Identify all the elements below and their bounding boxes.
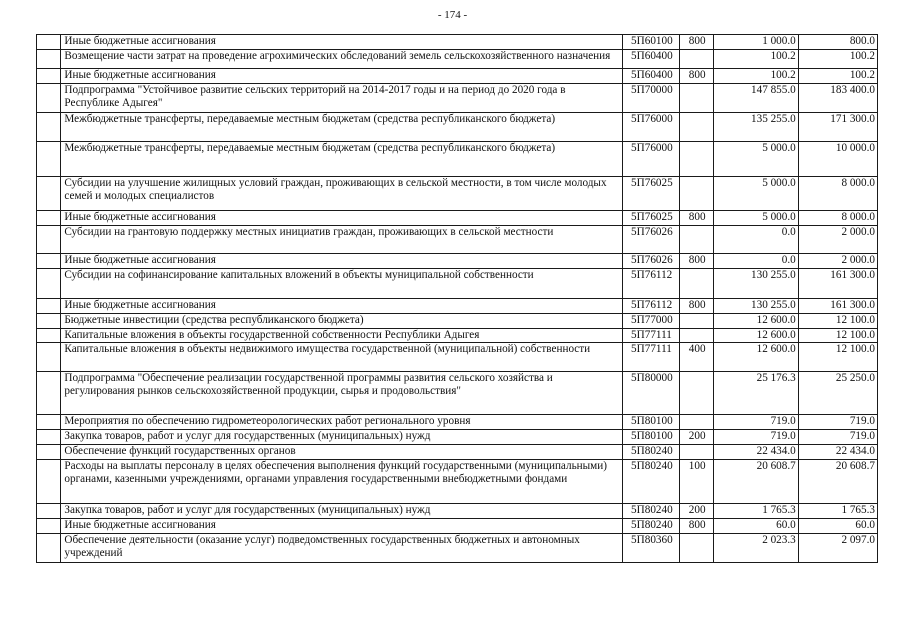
target-code-cell: 5П60400: [623, 50, 680, 69]
amount-year1-cell: 0.0: [714, 226, 798, 254]
item-name-cell: Иные бюджетные ассигнования: [61, 254, 623, 269]
item-name-cell: Закупка товаров, работ и услуг для государственных (муниципальных) нужд: [61, 504, 623, 519]
item-name-cell: Подпрограмма "Устойчивое развитие сельских территорий на 2014-2017 годы и на период до 2020 года в Республике Адыгея": [61, 84, 623, 113]
amount-year1-cell: 130 255.0: [714, 299, 798, 314]
expense-type-cell: [679, 415, 714, 430]
target-code-cell: 5П76112: [623, 299, 680, 314]
row-marker-cell: [37, 226, 61, 254]
table-row: [37, 372, 878, 415]
item-name-cell: Межбюджетные трансферты, передаваемые местным бюджетам (средства республиканского бюджета): [61, 113, 623, 142]
expense-type-cell: 800: [679, 35, 714, 50]
row-marker-cell: [37, 343, 61, 372]
row-marker-cell: [37, 445, 61, 460]
amount-year1-cell: 12 600.0: [714, 329, 798, 343]
target-code-cell: 5П76112: [623, 269, 680, 299]
amount-year2-cell: 12 100.0: [798, 329, 877, 343]
expense-type-cell: 800: [679, 299, 714, 314]
target-code-cell: 5П76026: [623, 226, 680, 254]
row-marker-cell: [37, 504, 61, 519]
target-code-cell: 5П76000: [623, 113, 680, 142]
amount-year2-cell: 8 000.0: [798, 211, 877, 226]
target-code-cell: 5П80000: [623, 372, 680, 415]
row-marker-cell: [37, 534, 61, 563]
table-row: [37, 84, 878, 113]
target-code-cell: 5П77111: [623, 329, 680, 343]
expense-type-cell: 800: [679, 254, 714, 269]
amount-year1-cell: 20 608.7: [714, 460, 798, 504]
item-name-cell: Субсидии на грантовую поддержку местных инициатив граждан, проживающих в сельской местности: [61, 226, 623, 254]
table-row: [37, 211, 878, 226]
table-row: [37, 299, 878, 314]
table-row: [37, 314, 878, 329]
row-marker-cell: [37, 142, 61, 177]
item-name-cell: Капитальные вложения в объекты недвижимого имущества государственной (муниципальной) собственности: [61, 343, 623, 372]
item-name-cell: Субсидии на улучшение жилищных условий граждан, проживающих в сельской местности, в том числе молодых семей и молодых специалистов: [61, 177, 623, 211]
target-code-cell: 5П80360: [623, 534, 680, 563]
amount-year1-cell: 147 855.0: [714, 84, 798, 113]
amount-year1-cell: 0.0: [714, 254, 798, 269]
table-row: [37, 460, 878, 504]
amount-year1-cell: 100.2: [714, 50, 798, 69]
table-row: [37, 226, 878, 254]
amount-year1-cell: 5 000.0: [714, 211, 798, 226]
amount-year2-cell: 183 400.0: [798, 84, 877, 113]
amount-year1-cell: 12 600.0: [714, 343, 798, 372]
table-row: [37, 445, 878, 460]
amount-year1-cell: 719.0: [714, 430, 798, 445]
amount-year1-cell: 719.0: [714, 415, 798, 430]
expense-type-cell: 200: [679, 430, 714, 445]
expense-type-cell: [679, 314, 714, 329]
item-name-cell: Расходы на выплаты персоналу в целях обеспечения выполнения функций государственными (муниципальными) органами, казенными учреждениями, органами управления государственными внебюджетными фондами: [61, 460, 623, 504]
amount-year1-cell: 22 434.0: [714, 445, 798, 460]
row-marker-cell: [37, 415, 61, 430]
table-row: [37, 35, 878, 50]
row-marker-cell: [37, 430, 61, 445]
amount-year2-cell: 161 300.0: [798, 269, 877, 299]
amount-year2-cell: 2 097.0: [798, 534, 877, 563]
expense-type-cell: 800: [679, 69, 714, 84]
amount-year1-cell: 100.2: [714, 69, 798, 84]
item-name-cell: Капитальные вложения в объекты государственной собственности Республики Адыгея: [61, 329, 623, 343]
amount-year2-cell: 60.0: [798, 519, 877, 534]
amount-year2-cell: 10 000.0: [798, 142, 877, 177]
table-row: [37, 269, 878, 299]
expense-type-cell: [679, 534, 714, 563]
item-name-cell: Межбюджетные трансферты, передаваемые местным бюджетам (средства республиканского бюджета): [61, 142, 623, 177]
expense-type-cell: [679, 84, 714, 113]
row-marker-cell: [37, 35, 61, 50]
amount-year1-cell: 5 000.0: [714, 177, 798, 211]
row-marker-cell: [37, 69, 61, 84]
row-marker-cell: [37, 269, 61, 299]
row-marker-cell: [37, 254, 61, 269]
page-number: - 174 -: [437, 9, 468, 21]
table-row: [37, 534, 878, 563]
amount-year2-cell: 2 000.0: [798, 254, 877, 269]
row-marker-cell: [37, 519, 61, 534]
expense-type-cell: [679, 142, 714, 177]
table-row: [37, 430, 878, 445]
row-marker-cell: [37, 314, 61, 329]
row-marker-cell: [37, 84, 61, 113]
row-marker-cell: [37, 50, 61, 69]
expense-type-cell: [679, 177, 714, 211]
expense-type-cell: [679, 329, 714, 343]
amount-year2-cell: 12 100.0: [798, 314, 877, 329]
amount-year1-cell: 60.0: [714, 519, 798, 534]
budget-table: [36, 34, 878, 563]
expense-type-cell: 400: [679, 343, 714, 372]
target-code-cell: 5П80240: [623, 460, 680, 504]
item-name-cell: Обеспечение деятельности (оказание услуг) подведомственных государственных бюджетных и автономных учреждений: [61, 534, 623, 563]
expense-type-cell: 800: [679, 519, 714, 534]
target-code-cell: 5П76025: [623, 211, 680, 226]
item-name-cell: Иные бюджетные ассигнования: [61, 299, 623, 314]
amount-year2-cell: 25 250.0: [798, 372, 877, 415]
amount-year1-cell: 25 176.3: [714, 372, 798, 415]
row-marker-cell: [37, 211, 61, 226]
item-name-cell: Иные бюджетные ассигнования: [61, 69, 623, 84]
item-name-cell: Подпрограмма "Обеспечение реализации государственной программы развития сельского хозяйства и регулирования рынков сельскохозяйственной продукции, сырья и продовольствия": [61, 372, 623, 415]
expense-type-cell: 800: [679, 211, 714, 226]
item-name-cell: Закупка товаров, работ и услуг для государственных (муниципальных) нужд: [61, 430, 623, 445]
amount-year2-cell: 719.0: [798, 430, 877, 445]
amount-year1-cell: 1 000.0: [714, 35, 798, 50]
item-name-cell: Возмещение части затрат на проведение агрохимических обследований земель сельскохозяйственного назначения: [61, 50, 623, 69]
amount-year1-cell: 5 000.0: [714, 142, 798, 177]
amount-year2-cell: 719.0: [798, 415, 877, 430]
amount-year1-cell: 1 765.3: [714, 504, 798, 519]
amount-year2-cell: 2 000.0: [798, 226, 877, 254]
table-row: [37, 177, 878, 211]
row-marker-cell: [37, 372, 61, 415]
expense-type-cell: [679, 113, 714, 142]
target-code-cell: 5П76000: [623, 142, 680, 177]
expense-type-cell: 200: [679, 504, 714, 519]
expense-type-cell: [679, 372, 714, 415]
amount-year2-cell: 100.2: [798, 50, 877, 69]
amount-year1-cell: 135 255.0: [714, 113, 798, 142]
target-code-cell: 5П60100: [623, 35, 680, 50]
table-row: [37, 142, 878, 177]
table-row: [37, 329, 878, 343]
target-code-cell: 5П80240: [623, 519, 680, 534]
amount-year2-cell: 161 300.0: [798, 299, 877, 314]
table-row: [37, 415, 878, 430]
item-name-cell: Иные бюджетные ассигнования: [61, 35, 623, 50]
expense-type-cell: [679, 445, 714, 460]
target-code-cell: 5П70000: [623, 84, 680, 113]
amount-year2-cell: 100.2: [798, 69, 877, 84]
budget-table-body: [37, 35, 878, 563]
item-name-cell: Иные бюджетные ассигнования: [61, 211, 623, 226]
amount-year2-cell: 171 300.0: [798, 113, 877, 142]
amount-year2-cell: 8 000.0: [798, 177, 877, 211]
amount-year2-cell: 20 608.7: [798, 460, 877, 504]
amount-year1-cell: 2 023.3: [714, 534, 798, 563]
target-code-cell: 5П80100: [623, 415, 680, 430]
amount-year1-cell: 12 600.0: [714, 314, 798, 329]
table-row: [37, 254, 878, 269]
expense-type-cell: [679, 50, 714, 69]
amount-year2-cell: 12 100.0: [798, 343, 877, 372]
target-code-cell: 5П77111: [623, 343, 680, 372]
target-code-cell: 5П80240: [623, 504, 680, 519]
item-name-cell: Бюджетные инвестиции (средства республиканского бюджета): [61, 314, 623, 329]
target-code-cell: 5П80240: [623, 445, 680, 460]
target-code-cell: 5П77000: [623, 314, 680, 329]
target-code-cell: 5П80100: [623, 430, 680, 445]
amount-year2-cell: 800.0: [798, 35, 877, 50]
table-row: [37, 69, 878, 84]
row-marker-cell: [37, 177, 61, 211]
expense-type-cell: 100: [679, 460, 714, 504]
target-code-cell: 5П60400: [623, 69, 680, 84]
table-row: [37, 519, 878, 534]
item-name-cell: Субсидии на софинансирование капитальных вложений в объекты муниципальной собственности: [61, 269, 623, 299]
target-code-cell: 5П76025: [623, 177, 680, 211]
expense-type-cell: [679, 269, 714, 299]
row-marker-cell: [37, 329, 61, 343]
row-marker-cell: [37, 113, 61, 142]
expense-type-cell: [679, 226, 714, 254]
amount-year2-cell: 1 765.3: [798, 504, 877, 519]
row-marker-cell: [37, 299, 61, 314]
item-name-cell: Обеспечение функций государственных органов: [61, 445, 623, 460]
amount-year2-cell: 22 434.0: [798, 445, 877, 460]
table-row: [37, 50, 878, 69]
target-code-cell: 5П76026: [623, 254, 680, 269]
table-row: [37, 113, 878, 142]
item-name-cell: Иные бюджетные ассигнования: [61, 519, 623, 534]
item-name-cell: Мероприятия по обеспечению гидрометеорологических работ регионального уровня: [61, 415, 623, 430]
row-marker-cell: [37, 460, 61, 504]
amount-year1-cell: 130 255.0: [714, 269, 798, 299]
table-row: [37, 343, 878, 372]
table-row: [37, 504, 878, 519]
